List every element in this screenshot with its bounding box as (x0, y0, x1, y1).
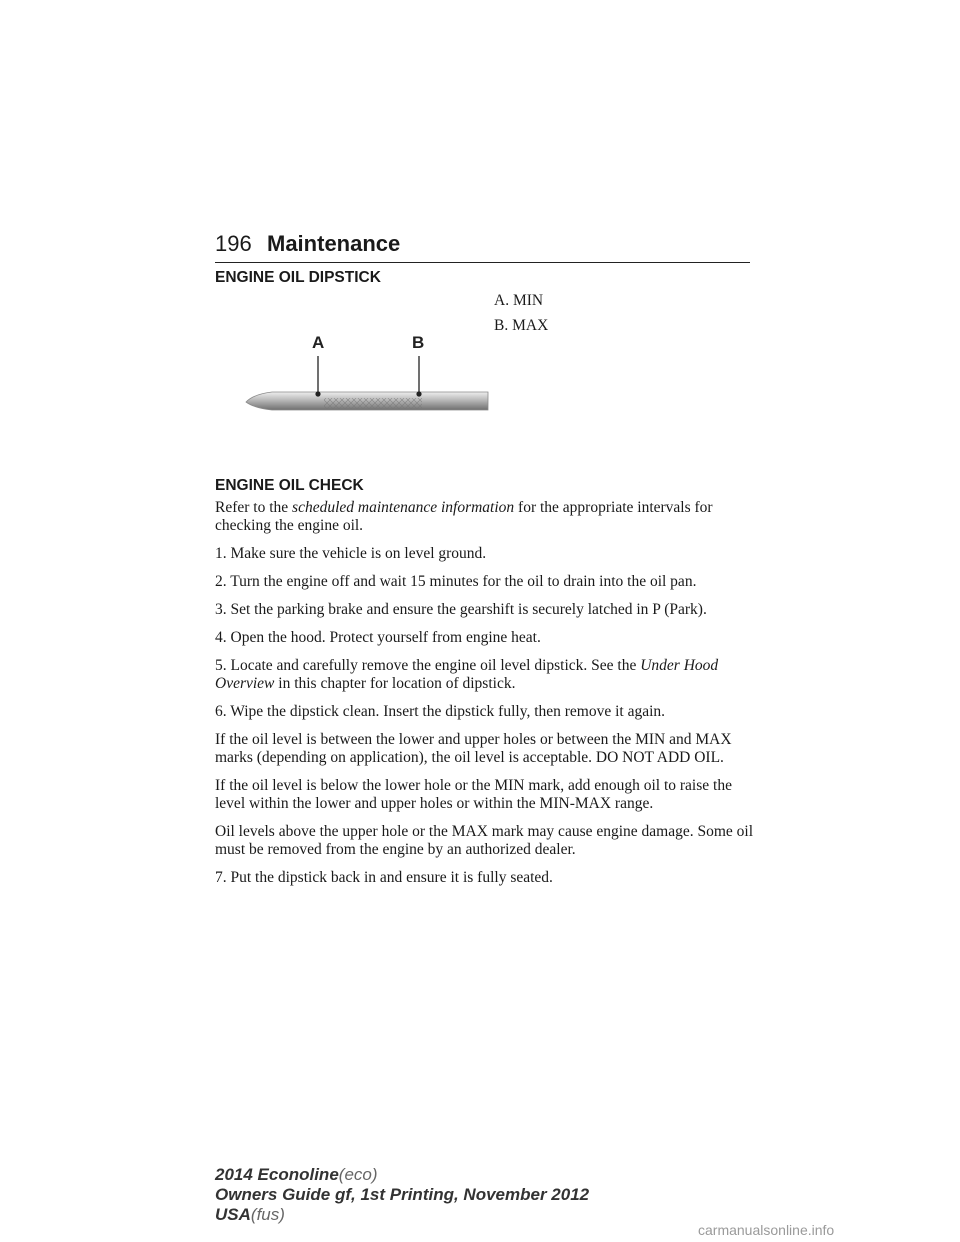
step-7: 7. Put the dipstick back in and ensure it is fully seated. (215, 869, 553, 886)
page-footer (215, 1165, 589, 1225)
footer-model: 2014 Econoline (215, 1165, 339, 1184)
footer-guide: Owners Guide gf, 1st Printing, November 2012 (215, 1185, 590, 1204)
paragraph-acceptable-level: If the oil level is between the lower and upper holes or between the MIN and MAX marks (depending on application), the oil level is acceptable. DO NOT ADD OIL. (215, 731, 732, 766)
footer-region-code: (fus) (250, 1205, 285, 1224)
callout-dot-a (315, 391, 320, 396)
step-3: 3. Set the parking brake and ensure the gearshift is securely latched in P (Park). (215, 601, 707, 618)
paragraph-high-level: Oil levels above the upper hole or the MAX mark may cause engine damage. Some oil must be removed from the engine by an authorized dealer. (215, 823, 754, 858)
step-4: 4. Open the hood. Protect yourself from engine heat. (215, 629, 541, 646)
watermark: carmanualsonline.info (698, 1222, 835, 1238)
step-5: 5. Locate and carefully remove the engine oil level dipstick. See the Under Hood Overview in this chapter for location of dipstick. (215, 657, 719, 692)
under-hood-overview-reference: Under Hood Overview (215, 657, 719, 692)
section-title-oil-check: ENGINE OIL CHECK (215, 477, 364, 494)
paragraph-low-level: If the oil level is below the lower hole or the MIN mark, add enough oil to raise the level within the lower and upper holes or within the MIN-MAX range. (215, 777, 732, 812)
oil-check-body (215, 499, 760, 897)
callout-dot-b (416, 391, 421, 396)
footer-model-code: (eco) (338, 1165, 378, 1184)
scheduled-maintenance-reference: scheduled maintenance information (292, 499, 515, 516)
intro-paragraph: Refer to the scheduled maintenance information for the appropriate intervals for checking the engine oil. (215, 499, 713, 534)
footer-region: USA (215, 1205, 251, 1224)
step-2: 2. Turn the engine off and wait 15 minutes for the oil to drain into the oil pan. (215, 573, 697, 590)
page-header (215, 230, 750, 263)
chapter-title: Maintenance (267, 231, 401, 256)
step-1: 1. Make sure the vehicle is on level ground. (215, 545, 487, 562)
legend-item-max: B. MAX (494, 317, 549, 334)
callout-label-a: A (312, 333, 325, 352)
dipstick-illustration (240, 328, 490, 418)
step-6: 6. Wipe the dipstick clean. Insert the dipstick fully, then remove it again. (215, 703, 666, 720)
callout-label-b: B (412, 333, 425, 352)
section-title-dipstick: ENGINE OIL DIPSTICK (215, 269, 381, 286)
legend-item-min: A. MIN (494, 292, 544, 309)
page-number: 196 (215, 231, 252, 256)
dipstick-hatch-zone (324, 398, 422, 409)
